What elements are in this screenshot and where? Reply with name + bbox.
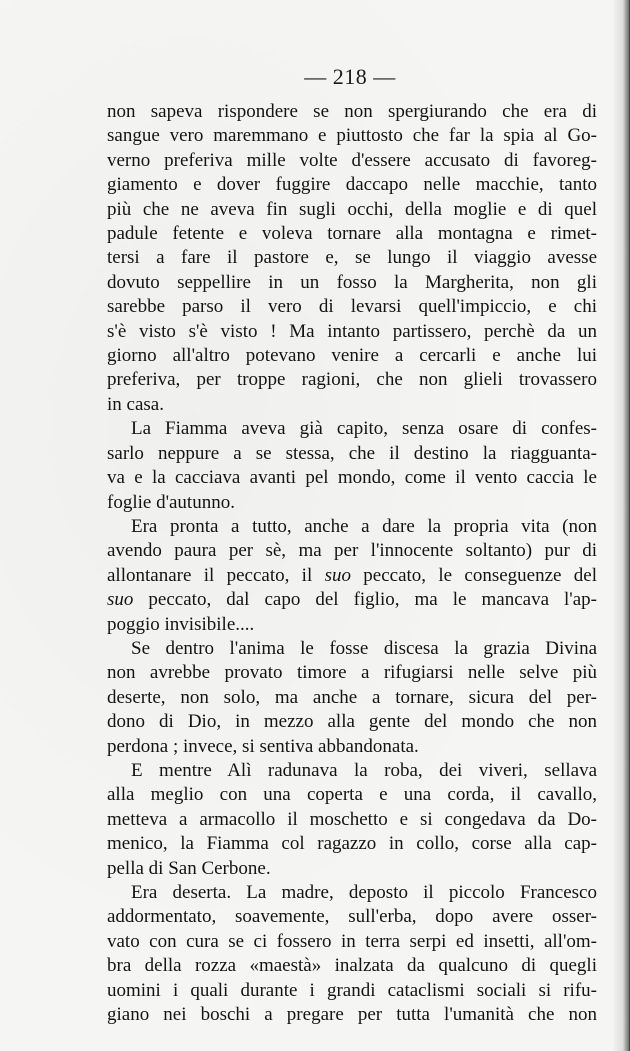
text-line: verno preferiva mille volte d'essere accusato di favoreg- <box>107 149 597 171</box>
text-line: Se dentro l'anima le fosse discesa la grazia Divina <box>131 637 597 659</box>
page-number: — 218 — <box>304 64 396 89</box>
text-line: dovuto seppellire in un fosso la Margherita, non gli <box>107 271 597 293</box>
text-line: menico, la Fiamma col ragazzo in collo, corse alla cap- <box>107 833 597 855</box>
text-line: Era pronta a tutto, anche a dare la propria vita (non <box>131 515 597 537</box>
text-line: vato con cura se ci fossero in terra serpi ed insetti, all'om- <box>107 930 597 952</box>
text-line: bra della rozza «maestà» inalzata da qualcuno di quegli <box>107 955 597 977</box>
text-line: tersi a fare il pastore e, se lungo il viaggio avesse <box>107 247 597 269</box>
text-line: sangue vero maremmano e piuttosto che far la spia al Go- <box>107 125 597 147</box>
text-line: deserte, non solo, ma anche a tornare, sicura del per- <box>107 686 597 708</box>
text-line: E mentre Alì radunava la roba, dei viveri, sellava <box>131 759 597 781</box>
text-line: foglie d'autunno. <box>107 491 235 513</box>
text-line: più che ne aveva fin sugli occhi, della moglie e di quel <box>107 198 597 220</box>
text-line: perdona ; invece, si sentiva abbandonata. <box>107 735 419 757</box>
text-line: sarebbe parso il vero di levarsi quell'impiccio, e chi <box>107 296 597 318</box>
text-line: La Fiamma aveva già capito, senza osare di confes- <box>131 418 597 440</box>
text-line: avendo paura per sè, ma per l'innocente soltanto) pur di <box>107 540 597 562</box>
text-line: giamento e dover fuggire daccapo nelle macchie, tanto <box>107 174 597 196</box>
text-line: addormentato, soavemente, sull'erba, dopo avere osser- <box>107 906 597 928</box>
text-line: uomini i quali durante i grandi cataclismi sociali si rifu- <box>107 979 597 1001</box>
text-line: allontanare il peccato, il suo peccato, le conseguenze del <box>107 564 597 586</box>
text-line: poggio invisibile.... <box>107 613 255 635</box>
text-line: giorno all'altro potevano venire a cercarli e anche lui <box>107 345 597 367</box>
text-line: padule fetente e voleva tornare alla montagna e rimet- <box>107 223 597 245</box>
page-edge-shadow <box>612 0 630 1051</box>
body-text <box>107 100 597 1027</box>
text-line: alla meglio con una coperta e una corda, il cavallo, <box>107 784 597 806</box>
text-line: preferiva, per troppe ragioni, che non glieli trovassero <box>107 369 597 391</box>
text-line: non avrebbe provato timore a rifugiarsi nelle selve più <box>107 662 597 684</box>
text-line: Era deserta. La madre, deposto il piccolo Francesco <box>131 882 597 903</box>
text-line: va e la cacciava avanti pel mondo, come il vento caccia le <box>107 467 597 489</box>
text-line: non sapeva rispondere se non spergiurando che era di <box>107 101 597 122</box>
text-line: metteva a armacollo il moschetto e si congedava da Do- <box>107 808 597 830</box>
text-line: pella di San Cerbone. <box>107 857 271 879</box>
text-line: dono di Dio, in mezzo alla gente del mondo che non <box>107 711 597 733</box>
text-line: giano nei boschi a pregare per tutta l'umanità che non <box>107 1004 597 1026</box>
text-line: in casa. <box>107 393 164 415</box>
text-line: suo peccato, dal capo del figlio, ma le mancava l'ap- <box>107 589 597 611</box>
text-line: s'è visto s'è visto ! Ma intanto partissero, perchè da un <box>107 320 597 342</box>
text-line: sarlo neppure a se stessa, che il destino la riagguanta- <box>107 442 597 464</box>
